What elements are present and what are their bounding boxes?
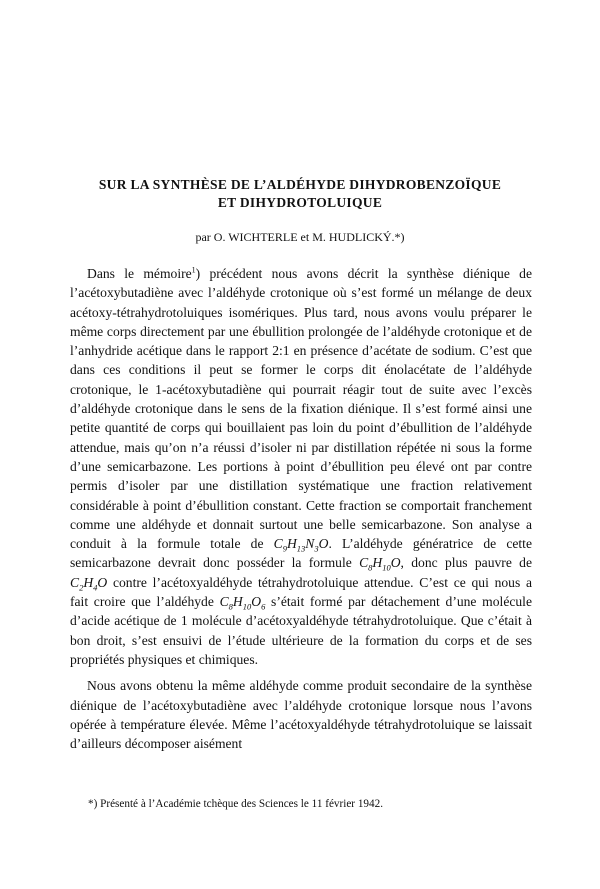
author-line: par O. WICHTERLE et M. HUDLICKÝ.*)	[195, 230, 405, 244]
paragraph-2: Nous avons obtenu la même aldéhyde comme produit secondaire de la synthèse diénique de l’acétoxybutadiène avec l’aldéhyde crotonique lorsque nous l’avons opérée à température élevée. Même l’acétoxyaldéhyde tétrahydrotoluique se laissait d’ailleurs décomposer aisément	[70, 678, 532, 752]
paper-title-line-1: SUR LA SYNTHÈSE DE L’ALDÉHYDE DIHYDROBENZOÏQUE	[98, 177, 502, 192]
paragraph-1-text-a: Dans le mémoire	[87, 266, 192, 281]
paragraph-1-text-d: , donc plus pauvre de	[400, 555, 532, 571]
paragraph-1	[70, 264, 532, 669]
reference-marker: 1	[191, 265, 196, 275]
paragraph-1-text-e: contre l’acétoxyaldéhyde tétrahydrotoluique attendue. C’est ce qui nous a fait croire que l’aldéhyde	[70, 574, 532, 610]
formula-difference: $C_2H_4O$	[70, 574, 108, 593]
paper-title-line-2: ET DIHYDROTOLUIQUE	[217, 195, 383, 210]
body-text	[70, 264, 532, 753]
formula-aldehyde-2: $C_8H_{10}O_6$	[219, 594, 266, 612]
paragraph-1-text-b: ) précédent nous avons décrit la synthèse diénique de l’acétoxybutadiène avec l’aldéhyde crotonique où s’est formé un mélange de deux acétoxy-tétrahydrotoluiques isomériques. Plus tard, nous avons voulu préparer le même corps directement par une ébullition prolongée de l’aldéhyde crotonique et de l’anhydride acétique dans le rapport 2:1 en présence d’acétate de sodium. C’est que dans ces conditions il peut se former le corps dit énolacétate de l’aldéhyde crotonique, le 1-acétoxybutadiène qui pourrait réagir tout de suite avec l’excès d’aldéhyde crotonique dans le sens de la fixation diénique. Il s’est formé ainsi une petite quantité de corps qui bouillaient pas loin du point d’ébullition de l’aldéhyde attendue, mais qu’on n’a réussi d’isoler ni par distillation répétée ni sous la forme d’une semicarbazone. Les portions à point d’ébullition peu élevé ont par contre permis d’isoler par une distillation systématique une fraction relativement considérable à point d’ébullition constant. Cette fraction se comportait franchement comme une aldéhyde et donnait surtout une belle semicarbazone. Son analyse a conduit à la formule totale de	[70, 266, 532, 552]
formula-aldehyde: $C_8H_{10}O$	[359, 555, 401, 574]
footnote: *) Présenté à l’Académie tchèque des Sciences le 11 février 1942.	[88, 798, 383, 810]
formula-semicarbazone: $C_9H_{13}N_3O$	[273, 536, 329, 554]
paragraph-1-text-f: s’était formé par détachement d’une molécule d’acide acétique de 1 molécule d’acétoxyaldéhyde tétrahydrotoluique. Que c’était à bon droit, s’est ensuivi de l’étude ultérieure de la formation du corps et de ses propriétés physiques et chimiques.	[70, 594, 532, 667]
paragraph-1-text-c: . L’aldéhyde génératrice de cette semicarbazone devrait donc posséder la formule	[70, 536, 532, 571]
